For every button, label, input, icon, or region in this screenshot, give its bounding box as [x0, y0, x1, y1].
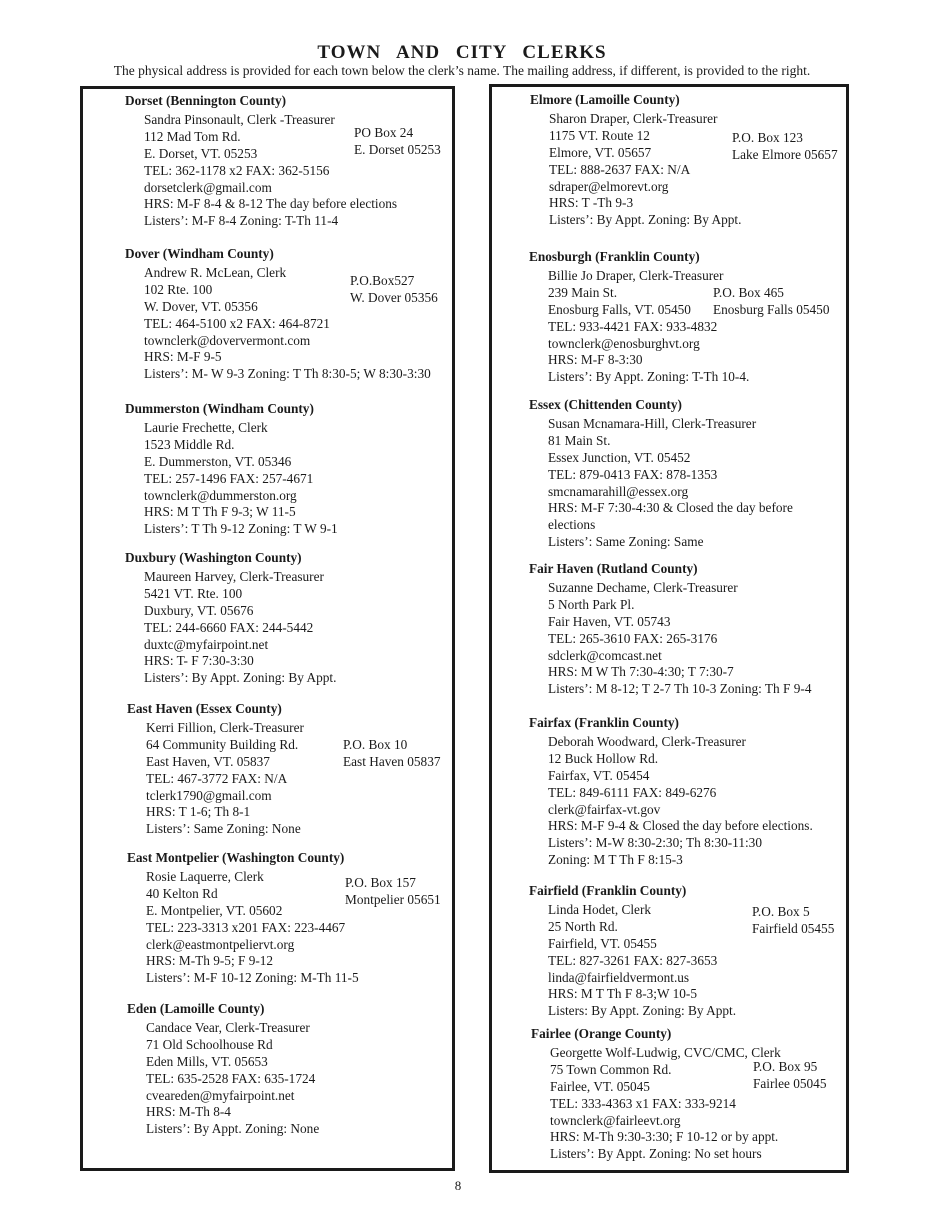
town-heading: Fairlee (Orange County) — [531, 1026, 672, 1041]
clerk-detail-line: HRS: M-F 8-3:30 — [548, 352, 643, 368]
clerk-detail-line: Georgette Wolf-Ludwig, CVC/CMC, Clerk — [550, 1044, 781, 1060]
clerk-detail-line: Candace Vear, Clerk-Treasurer — [146, 1019, 310, 1035]
clerk-detail-line: Linda Hodet, Clerk — [548, 901, 652, 917]
clerk-detail-line: Susan Mcnamara-Hill, Clerk-Treasurer — [548, 415, 757, 431]
clerk-detail-line: Billie Jo Draper, Clerk-Treasurer — [548, 267, 724, 283]
clerk-detail-line: HRS: M-F 9-5 — [144, 349, 222, 365]
clerk-detail-line: sdclerk@comcast.net — [548, 647, 662, 663]
clerk-detail-line: TEL: 933-4421 FAX: 933-4832 — [548, 318, 718, 334]
clerk-detail-line: clerk@eastmontpeliervt.org — [146, 936, 295, 952]
clerk-detail-line: TEL: 827-3261 FAX: 827-3653 — [548, 952, 718, 968]
clerk-detail-line: Listers’: By Appt. Zoning: By Appt. — [549, 212, 742, 228]
clerk-detail-line: Eden Mills, VT. 05653 — [146, 1053, 268, 1069]
clerk-entry — [125, 246, 431, 383]
clerk-detail-line: HRS: M-F 7:30-4:30 & Closed the day before — [548, 500, 793, 516]
clerk-detail-line: townclerk@dummerston.org — [144, 487, 297, 503]
clerk-detail-line: Listers’: Same Zoning: Same — [548, 534, 704, 550]
clerk-detail-line: Listers: By Appt. Zoning: By Appt. — [548, 1003, 737, 1019]
clerk-detail-line: Fairlee, VT. 05045 — [550, 1078, 650, 1094]
clerk-detail-line: TEL: 257-1496 FAX: 257-4671 — [144, 470, 314, 486]
clerk-detail-line: Fairfield, VT. 05455 — [548, 935, 657, 951]
clerk-entry — [127, 701, 304, 838]
clerk-entry — [127, 1001, 320, 1138]
clerk-detail-line: clerk@fairfax-vt.gov — [548, 801, 661, 817]
clerk-entry — [529, 397, 793, 551]
clerk-detail-line: 12 Buck Hollow Rd. — [548, 750, 659, 766]
clerk-detail-line: HRS: T 1-6; Th 8-1 — [146, 804, 251, 820]
town-heading: Eden (Lamoille County) — [127, 1001, 265, 1016]
clerk-detail-line: Fair Haven, VT. 05743 — [548, 613, 671, 629]
clerk-detail-line: TEL: 362-1178 x2 FAX: 362-5156 — [144, 162, 330, 178]
clerk-entry — [127, 850, 359, 987]
clerk-detail-line: HRS: M-Th 8-4 — [146, 1104, 231, 1120]
mailing-address — [343, 737, 441, 771]
clerk-detail-line: Listers’: By Appt. Zoning: T-Th 10-4. — [548, 369, 750, 385]
mailing-address — [732, 130, 838, 164]
clerk-detail-line: Enosburg Falls, VT. 05450 — [548, 301, 691, 317]
clerk-detail-line: dorsetclerk@gmail.com — [144, 179, 272, 195]
clerk-detail-line: Listers’: M 8-12; T 2-7 Th 10-3 Zoning: Th F 9-4 — [548, 681, 812, 697]
mailing-address — [753, 1059, 826, 1093]
clerk-entry — [531, 1026, 781, 1163]
town-heading: Fairfax (Franklin County) — [529, 715, 679, 730]
clerk-detail-line: Listers’: M-F 10-12 Zoning: M-Th 11-5 — [146, 970, 359, 986]
clerk-detail-line: Listers’: By Appt. Zoning: None — [146, 1121, 320, 1137]
clerk-detail-line: 112 Mad Tom Rd. — [144, 128, 241, 144]
clerk-detail-line: HRS: T -Th 9-3 — [549, 195, 634, 211]
clerk-detail-line: HRS: M T Th F 9-3; W 11-5 — [144, 504, 296, 520]
mailing-address-line: P.O. Box 95 — [753, 1059, 818, 1074]
clerk-detail-line: tclerk1790@gmail.com — [146, 787, 272, 803]
clerk-detail-line: Suzanne Dechame, Clerk-Treasurer — [548, 579, 738, 595]
mailing-address-line: Enosburg Falls 05450 — [713, 301, 830, 317]
clerk-detail-line: E. Dorset, VT. 05253 — [144, 145, 258, 161]
town-heading: Duxbury (Washington County) — [125, 550, 302, 565]
clerk-detail-line: 102 Rte. 100 — [144, 281, 213, 297]
mailing-address-line: P.O. Box 5 — [752, 904, 810, 919]
clerk-entry — [530, 92, 742, 229]
clerk-detail-line: E. Dummerston, VT. 05346 — [144, 453, 292, 469]
clerk-detail-line: 25 North Rd. — [548, 918, 618, 934]
town-heading: Elmore (Lamoille County) — [530, 92, 680, 107]
clerk-detail-line: 5 North Park Pl. — [548, 596, 635, 612]
clerk-detail-line: Listers’: M-W 8:30-2:30; Th 8:30-11:30 — [548, 835, 762, 851]
clerk-detail-line: Duxbury, VT. 05676 — [144, 602, 254, 618]
clerk-detail-line: 1523 Middle Rd. — [144, 436, 235, 452]
clerk-detail-line: TEL: 888-2637 FAX: N/A — [549, 161, 691, 177]
clerk-detail-line: TEL: 464-5100 x2 FAX: 464-8721 — [144, 315, 330, 331]
clerk-detail-line: Laurie Frechette, Clerk — [144, 419, 268, 435]
mailing-address-line: P.O.Box527 — [350, 273, 415, 288]
clerk-detail-line: HRS: M-F 8-4 & 8-12 The day before elections — [144, 196, 398, 212]
mailing-address-line: P.O. Box 123 — [732, 130, 803, 145]
clerk-entry — [125, 401, 338, 538]
clerk-detail-line: TEL: 635-2528 FAX: 635-1724 — [146, 1070, 316, 1086]
clerk-detail-line: 239 Main St. — [548, 284, 618, 300]
clerk-detail-line: Kerri Fillion, Clerk-Treasurer — [146, 719, 304, 735]
clerk-entry — [529, 715, 813, 869]
mailing-address — [345, 875, 441, 909]
clerk-detail-line: sdraper@elmorevt.org — [549, 178, 669, 194]
town-heading: Fair Haven (Rutland County) — [529, 561, 698, 576]
town-heading: Essex (Chittenden County) — [529, 397, 682, 412]
clerk-detail-line: HRS: T- F 7:30-3:30 — [144, 653, 254, 669]
clerk-detail-line: Listers’: M- W 9-3 Zoning: T Th 8:30-5; W 8:30-3:30 — [144, 366, 431, 382]
town-heading: Enosburgh (Franklin County) — [529, 249, 700, 264]
town-heading: Dummerston (Windham County) — [125, 401, 314, 416]
clerk-detail-line: linda@fairfieldvermont.us — [548, 969, 690, 985]
clerk-detail-line: TEL: 223-3313 x201 FAX: 223-4467 — [146, 919, 346, 935]
clerk-detail-line: 81 Main St. — [548, 432, 611, 448]
clerk-detail-line: Andrew R. McLean, Clerk — [144, 264, 287, 280]
clerk-detail-line: HRS: M W Th 7:30-4:30; T 7:30-7 — [548, 664, 734, 680]
clerk-detail-line: townclerk@doververmont.com — [144, 332, 311, 348]
clerk-detail-line: 5421 VT. Rte. 100 — [144, 585, 243, 601]
clerk-detail-line: townclerk@enosburghvt.org — [548, 335, 700, 351]
clerk-detail-line: Sandra Pinsonault, Clerk -Treasurer — [144, 111, 335, 127]
town-heading: Fairfield (Franklin County) — [529, 883, 687, 898]
mailing-address-line: Fairfield 05455 — [752, 920, 835, 936]
clerk-detail-line: HRS: M-Th 9:30-3:30; F 10-12 or by appt. — [550, 1129, 779, 1145]
clerk-detail-line: TEL: 879-0413 FAX: 878-1353 — [548, 466, 718, 482]
clerk-detail-line: 1175 VT. Route 12 — [549, 127, 650, 143]
clerk-detail-line: cveareden@myfairpoint.net — [146, 1087, 295, 1103]
mailing-address — [350, 273, 438, 307]
mailing-address-line: Fairlee 05045 — [753, 1075, 827, 1091]
town-heading: Dorset (Bennington County) — [125, 93, 287, 108]
clerk-detail-line: TEL: 467-3772 FAX: N/A — [146, 770, 288, 786]
mailing-address-line: East Haven 05837 — [343, 753, 441, 769]
clerk-detail-line: TEL: 244-6660 FAX: 244-5442 — [144, 619, 314, 635]
clerk-entry — [125, 550, 337, 687]
clerk-detail-line: HRS: M-Th 9-5; F 9-12 — [146, 953, 274, 969]
clerk-detail-line: W. Dover, VT. 05356 — [144, 298, 258, 314]
clerk-detail-line: Sharon Draper, Clerk-Treasurer — [549, 110, 718, 126]
clerk-detail-line: E. Montpelier, VT. 05602 — [146, 902, 283, 918]
clerk-detail-line: 75 Town Common Rd. — [550, 1061, 672, 1077]
clerk-detail-line: Maureen Harvey, Clerk-Treasurer — [144, 568, 324, 584]
mailing-address — [752, 904, 834, 938]
town-heading: East Haven (Essex County) — [127, 701, 282, 716]
clerk-detail-line: townclerk@fairleevt.org — [550, 1112, 681, 1128]
clerk-detail-line: Listers’: T Th 9-12 Zoning: T W 9-1 — [144, 521, 338, 537]
clerk-detail-line: elections — [548, 517, 596, 533]
clerk-detail-line: East Haven, VT. 05837 — [146, 753, 270, 769]
clerk-detail-line: HRS: M-F 9-4 & Closed the day before elections. — [548, 818, 813, 834]
clerk-detail-line: Elmore, VT. 05657 — [549, 144, 652, 160]
mailing-address-line: Lake Elmore 05657 — [732, 146, 838, 162]
clerk-detail-line: Listers’: By Appt. Zoning: No set hours — [550, 1146, 762, 1162]
town-heading: East Montpelier (Washington County) — [127, 850, 345, 865]
clerk-detail-line: TEL: 849-6111 FAX: 849-6276 — [548, 784, 717, 800]
mailing-address-line: E. Dorset 05253 — [354, 141, 441, 157]
clerk-detail-line: duxtc@myfairpoint.net — [144, 636, 269, 652]
clerk-entry — [529, 561, 812, 698]
mailing-address — [354, 125, 441, 159]
mailing-address-line: PO Box 24 — [354, 125, 414, 140]
page-subtitle: The physical address is provided for each town below the clerk’s name. The mailing address, if different, is provided to the right. — [113, 63, 811, 78]
mailing-address-line: Montpelier 05651 — [345, 891, 441, 907]
clerk-entry — [529, 883, 737, 1020]
mailing-address-line: P.O. Box 10 — [343, 737, 408, 752]
mailing-address-line: P.O. Box 465 — [713, 285, 784, 300]
clerk-detail-line: 64 Community Building Rd. — [146, 736, 299, 752]
clerk-detail-line: smcnamarahill@essex.org — [548, 483, 689, 499]
clerk-detail-line: TEL: 333-4363 x1 FAX: 333-9214 — [550, 1095, 736, 1111]
clerk-detail-line: Rosie Laquerre, Clerk — [146, 868, 264, 884]
clerk-detail-line: 71 Old Schoolhouse Rd — [146, 1036, 273, 1052]
mailing-address-line: P.O. Box 157 — [345, 875, 416, 890]
clerk-detail-line: Deborah Woodward, Clerk-Treasurer — [548, 733, 746, 749]
clerk-detail-line: 40 Kelton Rd — [146, 885, 218, 901]
clerk-detail-line: Listers’: Same Zoning: None — [146, 821, 301, 837]
page-number: 8 — [454, 1178, 462, 1193]
clerk-detail-line: Listers’: By Appt. Zoning: By Appt. — [144, 670, 337, 686]
clerk-detail-line: TEL: 265-3610 FAX: 265-3176 — [548, 630, 718, 646]
clerk-detail-line: HRS: M T Th F 8-3;W 10-5 — [548, 986, 697, 1002]
mailing-address-line: W. Dover 05356 — [350, 289, 438, 305]
clerk-detail-line: Listers’: M-F 8-4 Zoning: T-Th 11-4 — [144, 213, 339, 229]
clerk-detail-line: Zoning: M T Th F 8:15-3 — [548, 852, 683, 868]
town-heading: Dover (Windham County) — [125, 246, 274, 261]
mailing-address — [713, 285, 829, 319]
clerk-detail-line: Fairfax, VT. 05454 — [548, 767, 650, 783]
clerk-detail-line: Essex Junction, VT. 05452 — [548, 449, 691, 465]
page-title: TOWN AND CITY CLERKS — [317, 42, 607, 63]
